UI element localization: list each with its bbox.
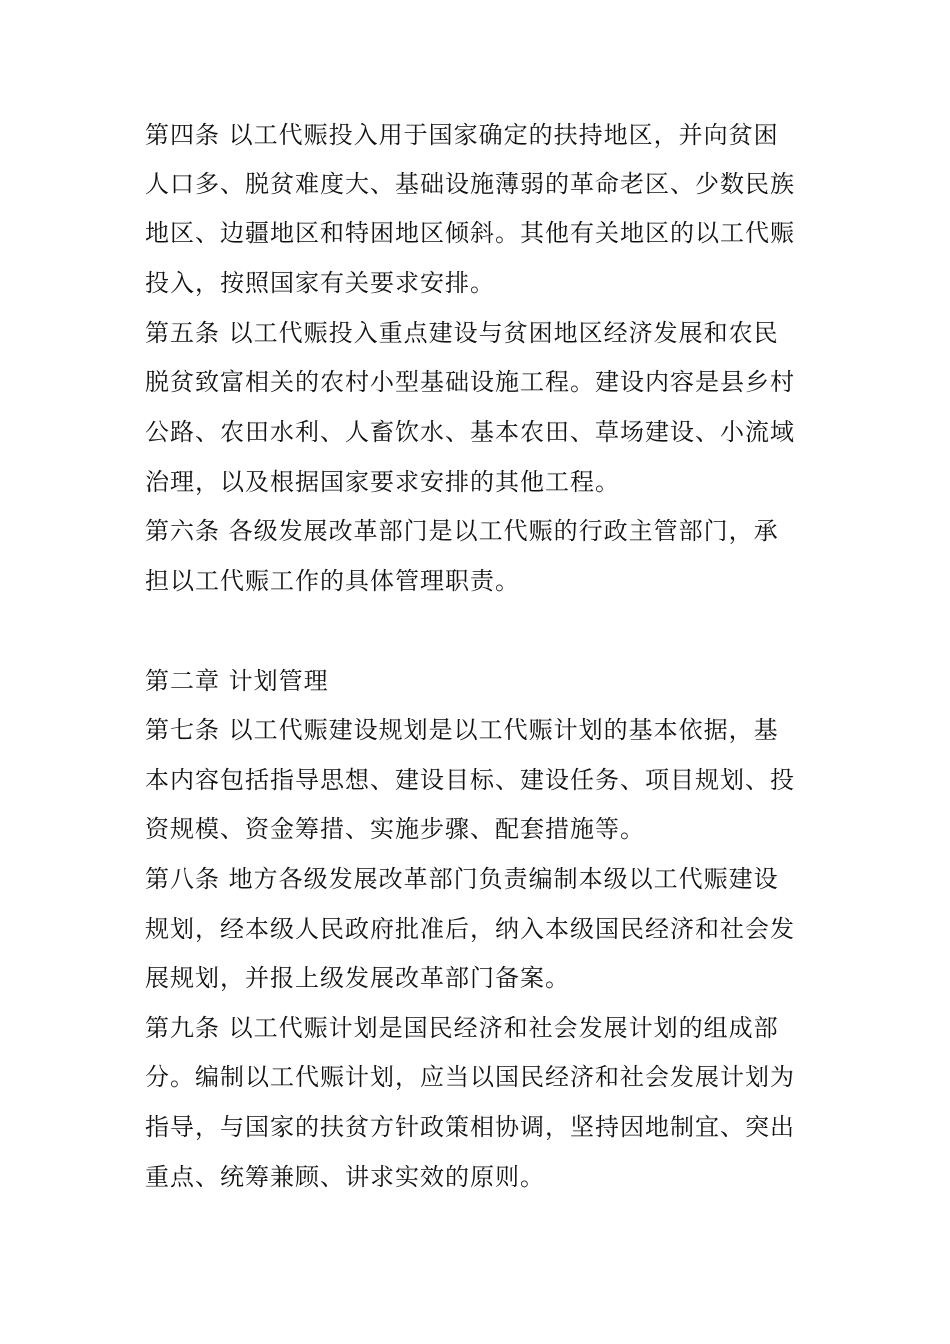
- article-9-line-4: 重点、统筹兼顾、讲求实效的原则。: [145, 1163, 545, 1191]
- article-8-line-1: 第八条 地方各级发展改革部门负责编制本级以工代赈建设: [145, 865, 779, 893]
- article-5-line-3: 公路、农田水利、人畜饮水、基本农田、草场建设、小流域: [145, 418, 795, 446]
- article-5-line-4: 治理，以及根据国家要求安排的其他工程。: [145, 468, 620, 496]
- article-7-line-3: 资规模、资金筹措、实施步骤、配套措施等。: [145, 815, 645, 843]
- article-4-line-2: 人口多、脱贫难度大、基础设施薄弱的革命老区、少数民族: [145, 170, 795, 198]
- article-9-line-1: 第九条 以工代赈计划是国民经济和社会发展计划的组成部: [145, 1014, 779, 1042]
- article-6-line-1: 第六条 各级发展改革部门是以工代赈的行政主管部门，承: [145, 517, 779, 545]
- article-9-line-3: 指导，与国家的扶贫方针政策相协调，坚持因地制宜、突出: [145, 1113, 795, 1141]
- article-5-line-2: 脱贫致富相关的农村小型基础设施工程。建设内容是县乡村: [145, 368, 795, 396]
- article-6-line-2: 担以工代赈工作的具体管理职责。: [145, 567, 520, 595]
- article-4-line-4: 投入，按照国家有关要求安排。: [145, 269, 495, 297]
- article-7-line-2: 本内容包括指导思想、建设目标、建设任务、项目规划、投: [145, 766, 795, 794]
- chapter-heading: 第二章 计划管理: [145, 667, 329, 695]
- article-8-line-3: 展规划，并报上级发展改革部门备案。: [145, 964, 570, 992]
- article-4-line-3: 地区、边疆地区和特困地区倾斜。其他有关地区的以工代赈: [145, 219, 795, 247]
- article-8-line-2: 规划，经本级人民政府批准后，纳入本级国民经济和社会发: [145, 915, 795, 943]
- article-7-line-1: 第七条 以工代赈建设规划是以工代赈计划的基本依据，基: [145, 716, 779, 744]
- article-5-line-1: 第五条 以工代赈投入重点建设与贫困地区经济发展和农民: [145, 319, 779, 347]
- article-4-line-1: 第四条 以工代赈投入用于国家确定的扶持地区，并向贫困: [145, 121, 779, 149]
- article-9-line-2: 分。编制以工代赈计划，应当以国民经济和社会发展计划为: [145, 1063, 795, 1091]
